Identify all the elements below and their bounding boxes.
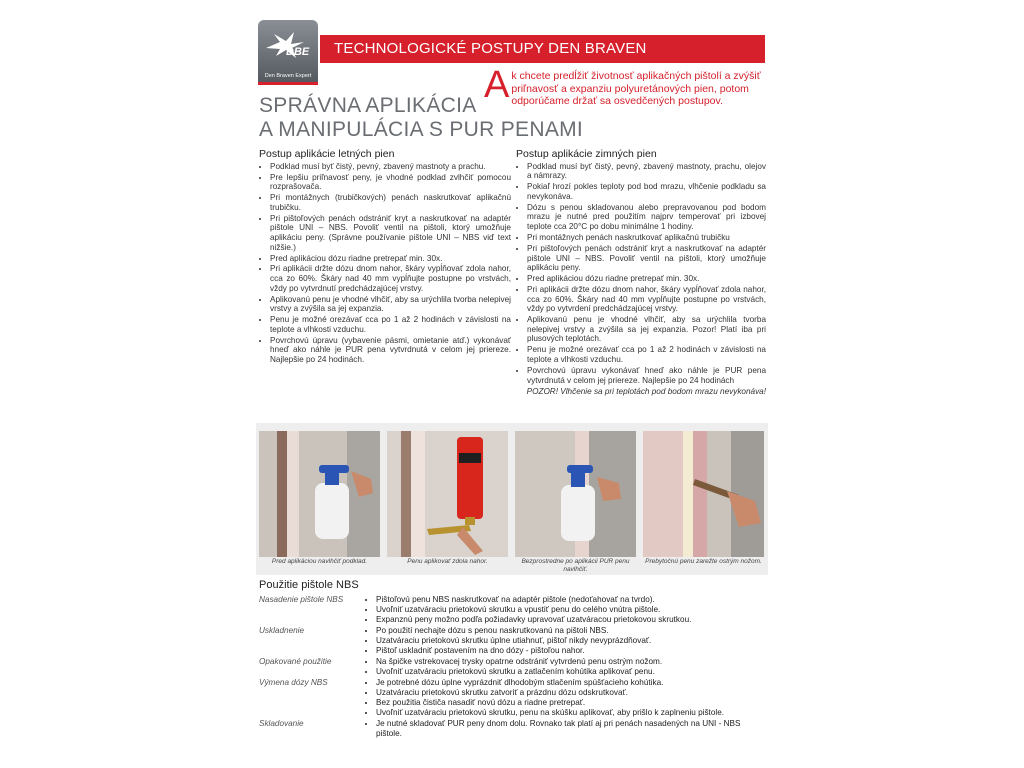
nbs-section-heading: Použitie pištole NBS: [259, 579, 359, 591]
page-title-line-2: A MANIPULÁCIA S PUR PENAMI: [259, 118, 584, 141]
list-item: • Pokiaľ hrozí pokles teploty pod bod mrazu, vlhčenie podkladu sa nevykonáva.: [527, 182, 766, 201]
list-item: • Po použití nechajte dózu s penou naskrutkovanú na pištoli NBS.: [376, 626, 764, 636]
photo-spray-substrate: [259, 431, 380, 557]
nbs-row-list: [364, 595, 764, 625]
list-item: • Aplikovanú penu je vhodné vlhčiť, aby sa urýchlila tvorba nelepivej vrstvy a zvýšila sa jej expanzia. Pozor! Platí iba pri plusových teplotách.: [527, 315, 766, 344]
list-item: • Povrchovú úpravu vykonávať hneď ako náhle je PUR pena vytvrdnutá v celom jej priereze. Najlepšie po 24 hodinách: [527, 366, 766, 385]
nbs-row-label: Výmena dózy NBS: [259, 678, 328, 687]
bird-logo-icon: [264, 28, 312, 62]
photo-caption: Pred aplikáciou navlhčiť podklad.: [271, 558, 368, 565]
list-item: • Dózu s penou skladovanou alebo prepravovanou pod bodom mrazu je nutné pred použitím najprv temperovať pri izbovej teplote cca 20°C po dobu minimálne 1 hodiny.: [527, 203, 766, 232]
list-item: • Uzatváraciu prietokovú skrutku zatvoriť a prázdnu dózu odskrutkovať.: [376, 688, 764, 698]
photo-cut-foam: [643, 431, 764, 557]
nbs-row-list: [364, 626, 764, 656]
nbs-row-list: [364, 678, 764, 718]
list-item: • Pri montážnych (trubičkových) penách naskrutkovať aplikačnú trubičku.: [270, 193, 511, 212]
photo-apply-foam: [387, 431, 508, 557]
foam-can-gun-icon: [387, 431, 508, 557]
page-title: [259, 94, 583, 142]
list-item: • Pri pištoľových penách odstrániť kryt a naskrutkovať na adaptér pištole UNI – NBS. Povoliť ventil na pištoli, ktorý umožňuje aplikáciu peny. (Správne používanie pištole UNI – NBS viď text nižšie.): [270, 214, 511, 252]
frost-warning: POZOR! Vlhčenie sa pri teplotách pod bodom mrazu nevykonáva!: [526, 386, 766, 396]
photo-caption: Bezprostredne po aplikácii PUR penu navlhčiť.: [521, 558, 630, 573]
photo-caption: Prebytočnú penu zarežte ostrým nožom.: [645, 558, 762, 565]
nbs-row-storage: [259, 626, 764, 656]
list-item: • Uzatváraciu prietokovú skrutku úplne utiahnuť, pištoľ nikdy nevyprázdňovať.: [376, 636, 764, 646]
photo-wet-foam: [515, 431, 636, 557]
intro-body: k chcete predĺžiť životnosť aplikačných pištolí a zvýšiť priľnavosť a expanziu polyuretánových pien, potom odporúčame držať sa osvedčených postupov.: [511, 70, 761, 107]
list-item: • Bez použitia čističa nasadiť novú dózu a riadne pretrepať.: [376, 698, 764, 708]
list-item: • Pri montážnych penách naskrutkovať aplikačnú trubičku: [527, 233, 766, 243]
nbs-row-label: Skladovanie: [259, 719, 304, 728]
nbs-row-reuse: [259, 657, 764, 677]
list-item: • Aplikovanú penu je vhodné vlhčiť, aby sa urýchlila tvorba nelepivej vrstvy a zvýšila sa jej expanzia.: [270, 295, 511, 314]
nbs-row-can-replacement: [259, 678, 764, 718]
list-item: • Je potrebné dózu úplne vyprázdniť dlhodobým stlačením spúšťacieho kohútika.: [376, 678, 764, 688]
photo-strip: [256, 423, 768, 575]
nbs-row-list: [364, 657, 764, 677]
nbs-row-label: Opakované použitie: [259, 657, 332, 666]
list-item: • Expanznú peny možno podľa požiadavky upravovať uzatváracou prietokovou skrutkou.: [376, 615, 764, 625]
list-item: • Pred aplikáciou dózu riadne pretrepať min. 30x.: [270, 254, 511, 264]
svg-text:DBE: DBE: [286, 46, 310, 58]
brand-logo-text: Den Braven Expert: [264, 73, 312, 79]
nbs-row-label: Nasadenie pištole NBS: [259, 595, 344, 604]
nbs-section: [259, 595, 764, 740]
list-item: • Pištoľ uskladniť postavením na dno dózy - pištoľou nahor.: [376, 646, 764, 656]
nbs-row-label: Uskladnenie: [259, 626, 305, 635]
winter-foam-section: [516, 150, 766, 396]
list-item: • Podklad musí byť čistý, pevný, zbavený mastnoty a prachu.: [270, 162, 511, 172]
list-item: • Pri aplikácii držte dózu dnom nahor, škáry vypĺňovať zdola nahor, cca zo 60%. Škáry nad 40 mm vypĺňujte postupne po vrstvách, vždy po vytvrdení predchádzajúcej vrstvy.: [527, 285, 766, 314]
list-item: • Uvoľniť uzatváraciu prietokovú skrutku, penu na skúšku aplikovať, aby prišlo k zaplneniu pištole.: [376, 708, 764, 718]
summer-foam-heading: Postup aplikácie letných pien: [259, 148, 395, 160]
list-item: • Je nutné skladovať PUR peny dnom dolu. Rovnako tak platí aj pri penách nasadených na UNI - NBS pištole.: [376, 719, 764, 739]
list-item: • Pri pištoľových penách odstrániť kryt a naskrutkovať na adaptér pištole UNI – NBS. Povoliť ventil na pištoli, ktorý umožňuje aplikáciu peny.: [527, 244, 766, 273]
list-item: • Uvoľniť uzatváraciu prietokovú skrutku a zatlačením kohútika aplikovať penu.: [376, 667, 764, 677]
winter-foam-list: [516, 162, 766, 386]
list-item: • Uvoľniť uzatváraciu prietokovú skrutku a vpustiť penu do celého vnútra pištole.: [376, 605, 764, 615]
intro-dropcap: A: [484, 64, 510, 106]
brand-logo: [258, 20, 318, 82]
summer-foam-section: [259, 150, 511, 366]
winter-foam-heading: Postup aplikácie zimných pien: [516, 148, 657, 160]
logo-accent-bar: [258, 82, 318, 85]
list-item: • Povrchovú úpravu (vybavenie pásmi, omietanie atď.) vykonávať hneď ako náhle je PUR pena vytvrdnutá v celom jej priereze. Najlepšie po 24 hodinách.: [270, 336, 511, 365]
summer-foam-list: [259, 162, 511, 365]
nbs-row-list: [364, 719, 764, 739]
document-page: [256, 18, 768, 768]
list-item: • Na špičke vstrekovacej trysky opatrne odstrániť vytvrdenú penu ostrým nožom.: [376, 657, 764, 667]
page-title-line-1: SPRÁVNA APLIKÁCIA: [259, 94, 477, 117]
spray-bottle-icon: [515, 431, 636, 557]
knife-icon: [643, 431, 764, 557]
list-item: • Pred aplikáciou dózu riadne pretrepať min. 30x.: [527, 274, 766, 284]
photo-caption: Penu aplikovať zdola nahor.: [407, 558, 488, 565]
list-item: • Pri aplikácii držte dózu dnom nahor, škáry vypĺňovať zdola nahor, cca zo 60%. Škáry nad 40 mm vypĺňujte postupne po vrstvách, vždy po vytvrdnutí predchádzajúcej vrstvy.: [270, 264, 511, 293]
nbs-row-mounting: [259, 595, 764, 625]
header-banner: TECHNOLOGICKÉ POSTUPY DEN BRAVEN: [320, 35, 765, 63]
list-item: • Pištoľovú penu NBS naskrutkovať na adaptér pištole (nedoťahovať na tvrdo).: [376, 595, 764, 605]
nbs-row-warehousing: [259, 719, 764, 739]
spray-bottle-icon: [259, 431, 380, 557]
list-item: • Penu je možné orezávať cca po 1 až 2 hodinách v závislosti na teplote a vlhkosti vzduchu.: [527, 345, 766, 364]
list-item: • Podklad musí byť čistý, pevný, zbavený mastnoty, prachu, olejov a námrazy.: [527, 162, 766, 181]
list-item: • Penu je možné orezávať cca po 1 až 2 hodinách v závislosti na teplote a vlhkosti vzduchu.: [270, 315, 511, 334]
list-item: • Pre lepšiu priľnavosť peny, je vhodné podklad zvlhčiť pomocou rozprašovača.: [270, 173, 511, 192]
